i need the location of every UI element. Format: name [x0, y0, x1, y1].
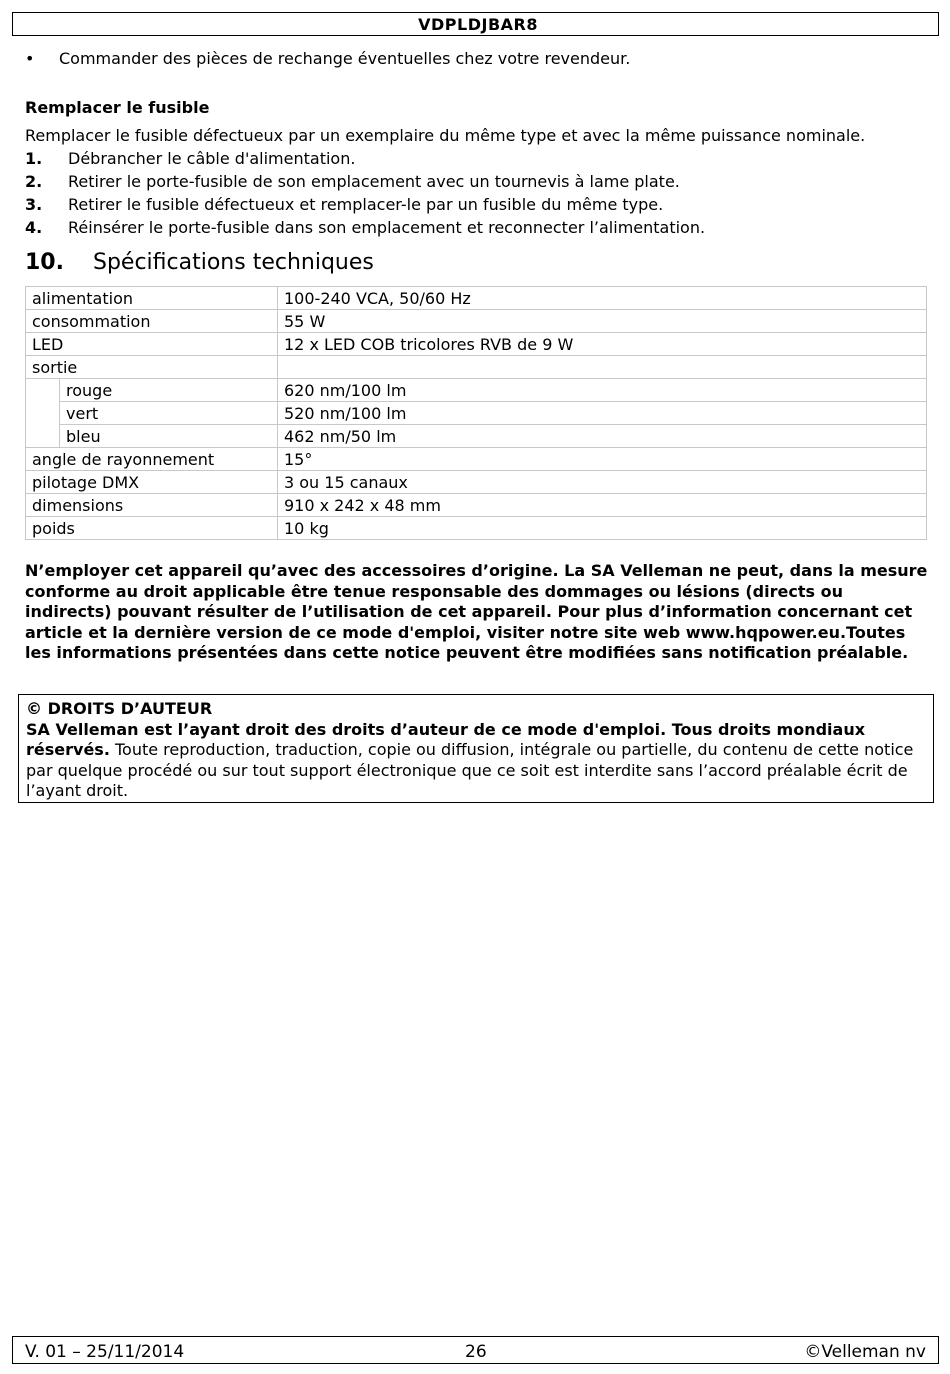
specifications-table [25, 286, 927, 540]
footer-company: ©Velleman nv [804, 1342, 926, 1362]
indent-cell [26, 425, 60, 448]
step-item [25, 149, 705, 172]
indent-cell [26, 402, 60, 425]
chapter-heading [25, 250, 374, 275]
step-number: 4. [25, 218, 43, 237]
chapter-title: Spécifications techniques [93, 250, 374, 275]
disclaimer-paragraph: N’employer cet appareil qu’avec des accessoires d’origine. La SA Velleman ne peut, dans la mesure conforme au droit applicable être tenue responsable des dommages ou lésions (directs ou indirects) pouvant résulter de l’utilisation de cet appareil. Pour plus d’information concernant cet article et la dernière version de ce mode d'emploi, visiter notre site web www.hqpower.eu.Toutes les informations présentées dans cette notice peuvent être modifiées sans notification préalable. [25, 561, 928, 662]
table-row [26, 287, 927, 310]
spec-label: consommation [26, 310, 278, 333]
spec-label: bleu [60, 425, 278, 448]
page-footer [12, 1336, 939, 1364]
document-model-title: VDPLDJBAR8 [418, 15, 538, 34]
spec-label: poids [26, 517, 278, 540]
table-row [26, 402, 927, 425]
spec-label: pilotage DMX [26, 471, 278, 494]
spec-label: LED [26, 333, 278, 356]
spec-value: 55 W [278, 310, 927, 333]
step-number: 2. [25, 172, 43, 191]
step-text: Réinsérer le porte-fusible dans son emplacement et reconnecter l’alimentation. [68, 218, 706, 237]
table-row [26, 494, 927, 517]
step-item [25, 195, 705, 218]
copyright-body [26, 720, 926, 802]
footer-version: V. 01 – 25/11/2014 [25, 1342, 185, 1362]
spec-value: 910 x 242 x 48 mm [278, 494, 927, 517]
table-row [26, 310, 927, 333]
fuse-steps-list [25, 149, 705, 241]
step-text: Débrancher le câble d'alimentation. [68, 149, 356, 168]
spec-label: sortie [26, 356, 278, 379]
spec-value: 520 nm/100 lm [278, 402, 927, 425]
spec-label: dimensions [26, 494, 278, 517]
table-row [26, 448, 927, 471]
spec-label: alimentation [26, 287, 278, 310]
copyright-box [18, 694, 934, 803]
step-item [25, 172, 705, 195]
page-header [12, 12, 939, 36]
bullet-icon: • [25, 49, 35, 68]
spec-label: angle de rayonnement [26, 448, 278, 471]
spec-value: 12 x LED COB tricolores RVB de 9 W [278, 333, 927, 356]
step-item [25, 218, 705, 241]
spec-value [278, 356, 927, 379]
spec-value: 15° [278, 448, 927, 471]
table-row [26, 333, 927, 356]
footer-page-number: 26 [465, 1342, 487, 1362]
chapter-number: 10. [25, 250, 64, 275]
fuse-section-intro: Remplacer le fusible défectueux par un exemplaire du même type et avec la même puissance nominale. [25, 126, 866, 145]
fuse-section-heading: Remplacer le fusible [25, 98, 210, 117]
spec-value: 3 ou 15 canaux [278, 471, 927, 494]
spec-value: 620 nm/100 lm [278, 379, 927, 402]
bullet-item [25, 49, 630, 68]
spec-label: rouge [60, 379, 278, 402]
copyright-bold-text: SA Velleman est l’ayant droit des droits d’auteur de ce mode d'emploi. Tous droits mondiaux réservés. [26, 719, 866, 759]
table-row [26, 517, 927, 540]
spec-label: vert [60, 402, 278, 425]
spec-value: 100-240 VCA, 50/60 Hz [278, 287, 927, 310]
spec-value: 10 kg [278, 517, 927, 540]
indent-cell [26, 379, 60, 402]
table-row [26, 471, 927, 494]
table-row [26, 425, 927, 448]
step-number: 1. [25, 149, 43, 168]
table-row [26, 356, 927, 379]
spec-value: 462 nm/50 lm [278, 425, 927, 448]
table-row [26, 379, 927, 402]
step-number: 3. [25, 195, 43, 214]
bullet-text: Commander des pièces de rechange éventuelles chez votre revendeur. [59, 49, 631, 68]
copyright-heading: © DROITS D’AUTEUR [26, 699, 213, 718]
step-text: Retirer le fusible défectueux et remplacer-le par un fusible du même type. [68, 195, 664, 214]
step-text: Retirer le porte-fusible de son emplacement avec un tournevis à lame plate. [68, 172, 680, 191]
copyright-text: Toute reproduction, traduction, copie ou diffusion, intégrale ou partielle, du contenu de cette notice par quelque procédé ou sur tout support électronique que ce soit est interdite sans l’accord préalable écrit de l’ayant droit. [26, 740, 914, 800]
